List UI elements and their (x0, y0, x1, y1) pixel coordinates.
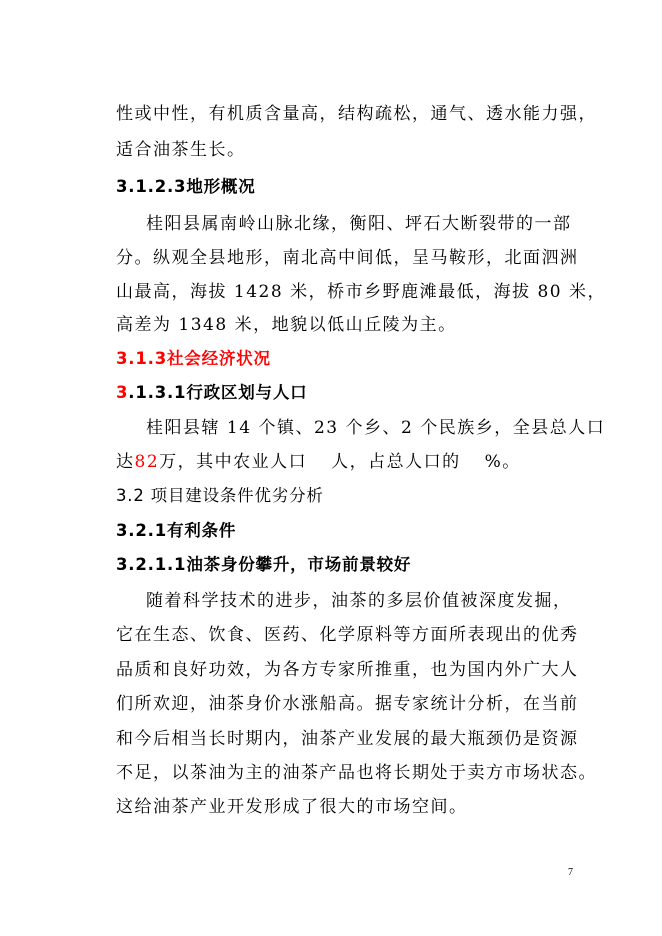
soil-text-line: 性或中性，有机质含量高，结构疏松，通气、透水能力强， (116, 104, 597, 124)
market-text-line: 这给油茶产业开发形成了很大的市场空间。 (116, 797, 468, 817)
heading-text: .1.3.1行政区划与人口 (128, 383, 308, 402)
text-fragment: 达 (116, 452, 135, 472)
terrain-text-line: 桂阳县属南岭山脉北缘，衡阳、坪石大断裂带的一部 (146, 214, 572, 234)
market-text-line: 不足，以茶油为主的油茶产品也将长期处于卖方市场状态。 (116, 763, 597, 783)
admin-text-line: 桂阳县辖 14 个镇、23 个乡、2 个民族乡，全县总人口 (146, 418, 606, 438)
terrain-text-line: 高差为 1348 米，地貌以低山丘陵为主。 (116, 315, 457, 335)
section-heading-favorable: 3.2.1有利条件 (116, 521, 237, 540)
market-text-line: 和今后相当长时期内，油茶产业发展的最大瓶颈仍是资源 (116, 729, 579, 749)
section-heading-analysis: 3.2 项目建设条件优劣分析 (116, 486, 324, 505)
population-value: 82 (134, 452, 160, 472)
text-fragment: %。 (484, 452, 521, 472)
text-fragment: 人，占总人口的 (331, 452, 461, 472)
text-fragment: 万，其中农业人口 (159, 452, 308, 472)
terrain-text-line: 山最高，海拔 1428 米，桥市乡野鹿滩最低，海拔 80 米， (116, 282, 607, 302)
market-text-line: 它在生态、饮食、医药、化学原料等方面所表现出的优秀 (116, 625, 579, 645)
heading-number-highlight: 3 (116, 383, 129, 402)
section-heading-terrain: 3.1.2.3地形概况 (116, 177, 256, 196)
section-heading-market: 3.2.1.1油茶身份攀升，市场前景较好 (116, 555, 412, 574)
market-text-line: 品质和良好功效，为各方专家所推重，也为国内外广大人 (116, 660, 579, 680)
section-heading-administrative (116, 382, 307, 404)
page-number: 7 (568, 867, 573, 878)
market-text-line: 们所欢迎，油茶身价水涨船高。据专家统计分析，在当前 (116, 694, 579, 714)
section-heading-socio-economic: 3.1.3社会经济状况 (116, 349, 271, 368)
market-text-line: 随着科学技术的进步，油茶的多层价值被深度发掘， (146, 591, 572, 611)
terrain-text-line: 分。纵观全县地形，南北高中间低，呈马鞍形，北面泗洲 (116, 248, 579, 268)
admin-text-line (116, 451, 521, 473)
soil-text-line: 适合油茶生长。 (116, 140, 246, 160)
